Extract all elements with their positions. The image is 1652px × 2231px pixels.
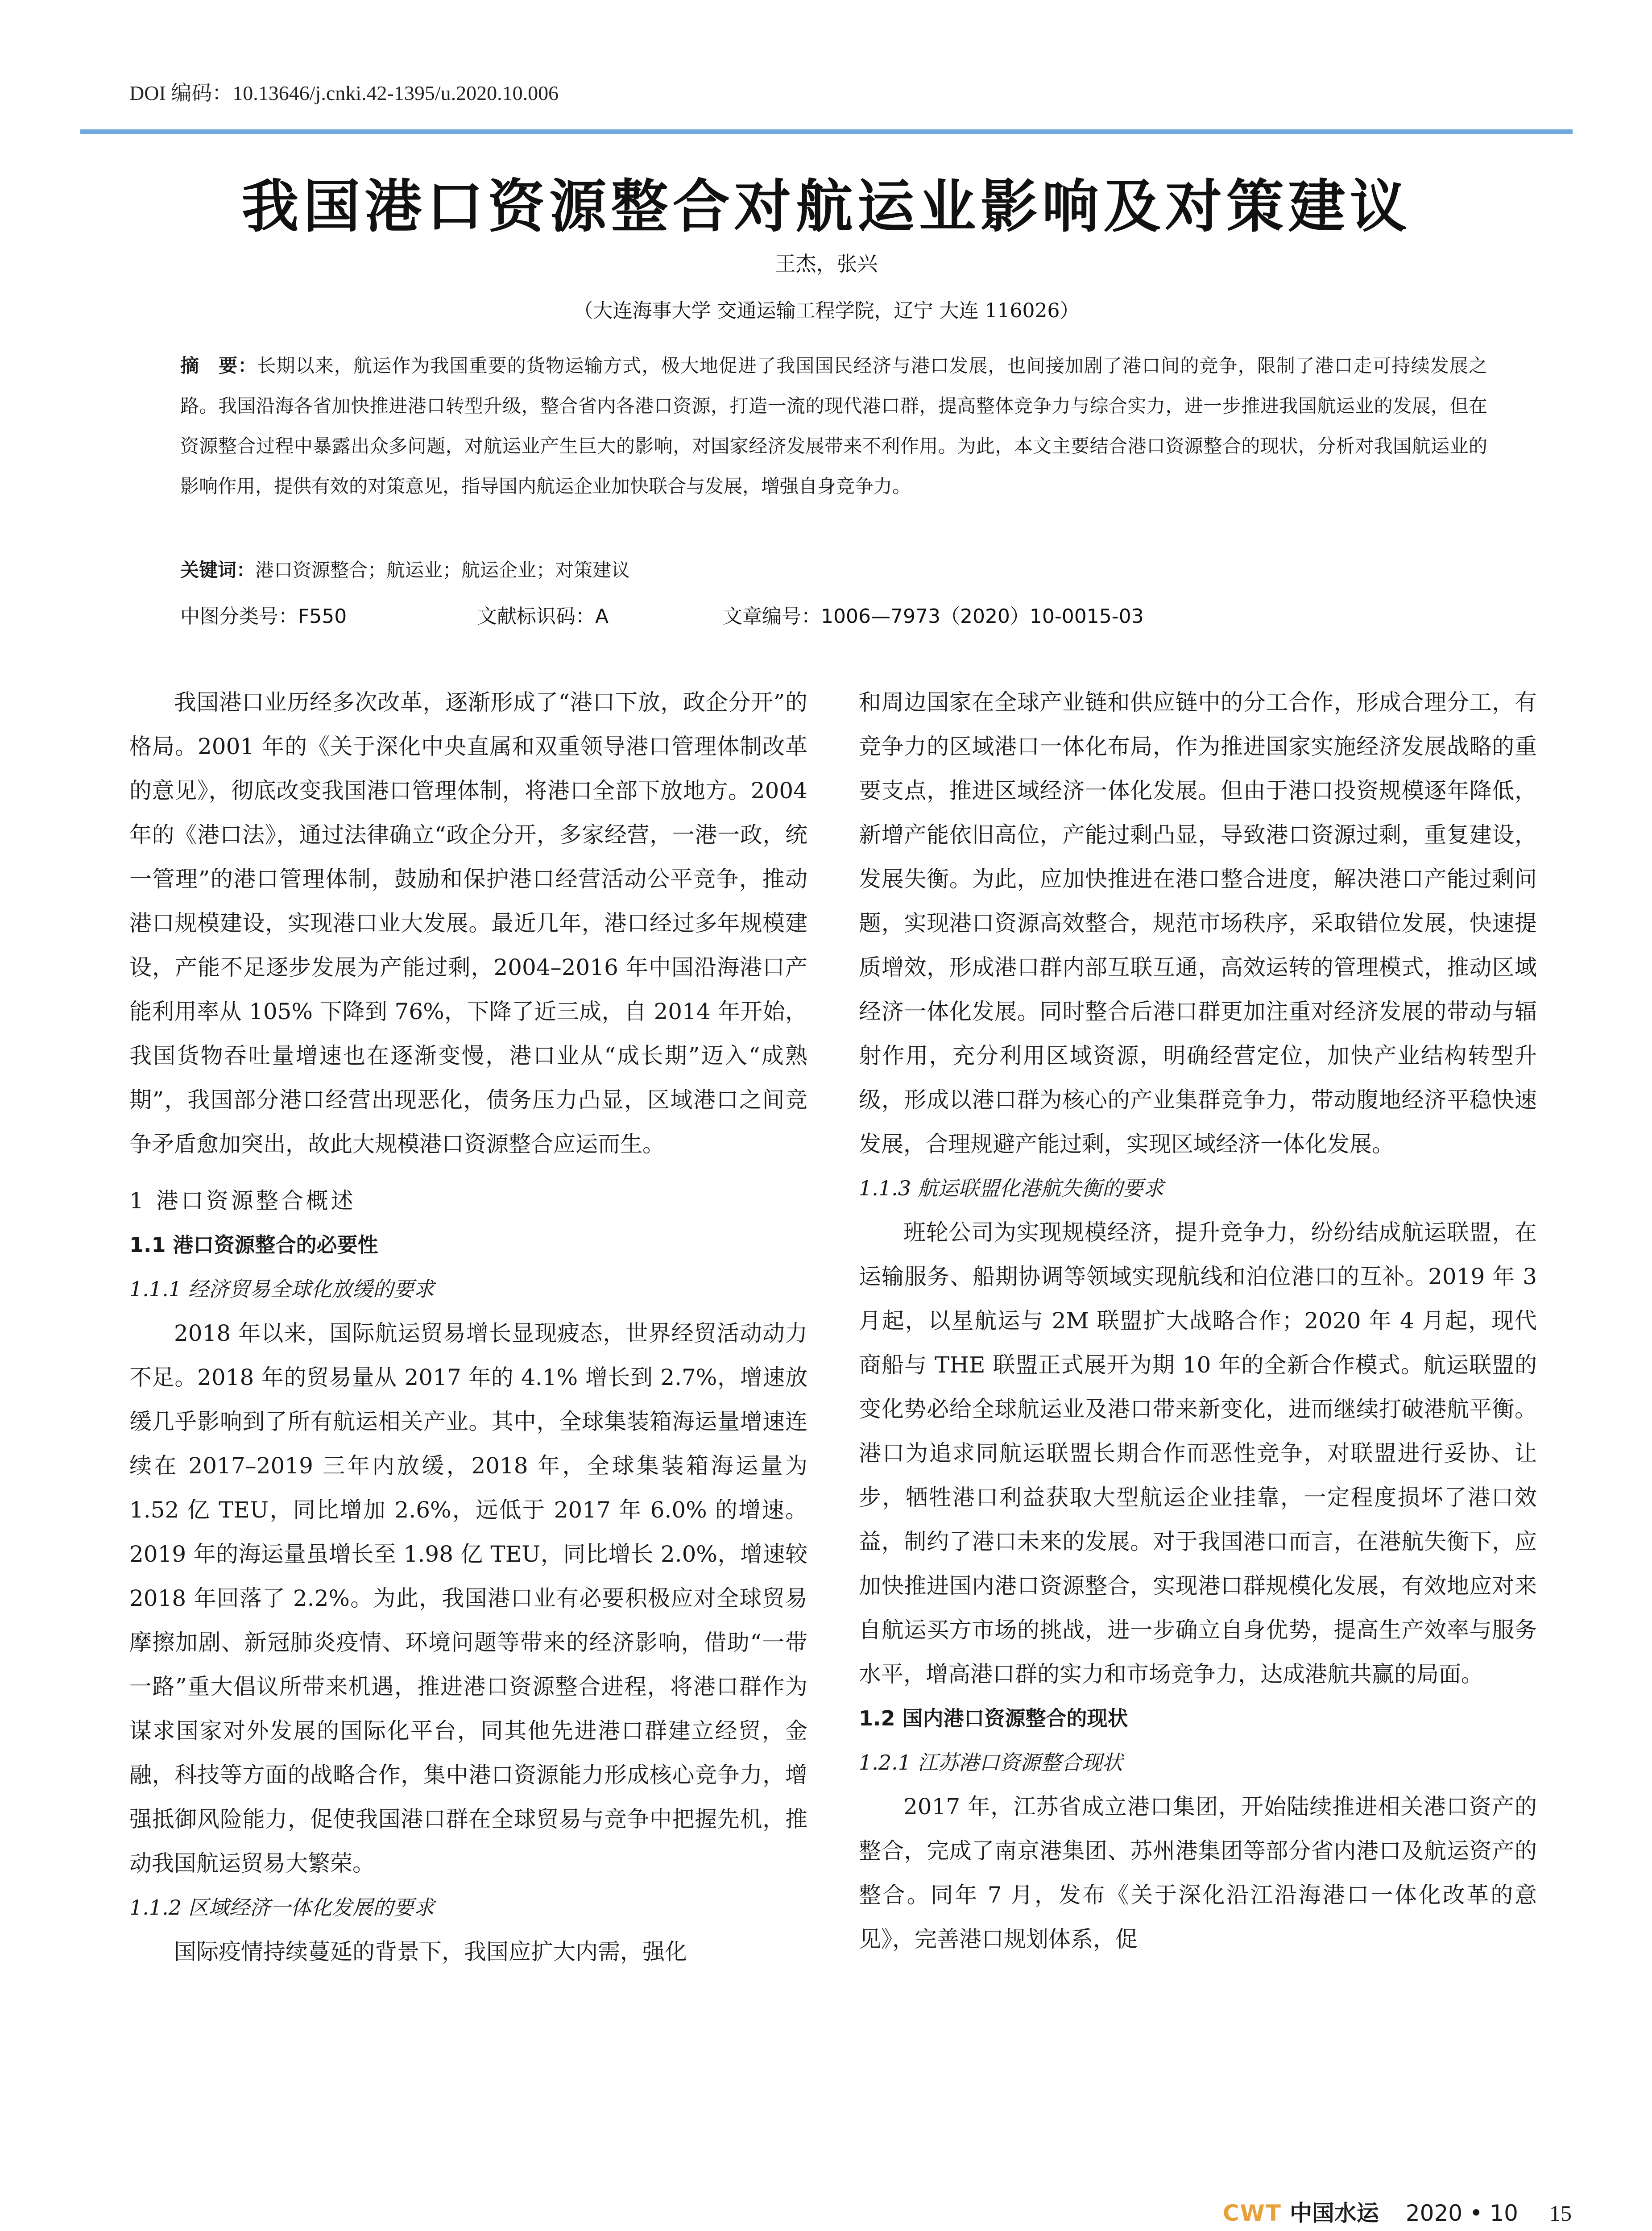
section-heading-1-1-2: 1.1.2 区域经济一体化发展的要求 xyxy=(129,1895,435,1920)
doi-line: DOI 编码：10.13646/j.cnki.42-1395/u.2020.10.006 xyxy=(129,82,559,104)
intro-paragraph: 我国港口业历经多次改革，逐渐形成了“港口下放，政企分开”的格局。2001 年的《关于深化中央直属和双重领导港口管理体制改革的意见》，彻底改变我国港口管理体制，将港口全部下放地方。2004 年的《港口法》，通过法律确立“政企分开，多家经营，一港一政，统一管理”的港口管理体制，鼓励和保护港口经营活动公平竞争，推动港口规模建设，实现港口业大发展。最近几年，港口经过多年规模建设，产能不足逐步发展为产能过剩，2004–2016 年中国沿海港口产能利用率从 105% 下降到 76%，下降了近三成，自 2014 年开始，我国货物吞吐量增速也在逐渐变慢，港口业从“成长期”迈入“成熟期”，我国部分港口经营出现恶化，债务压力凸显，区域港口之间竞争矛盾愈加突出，故此大规模港口资源整合应运而生。 xyxy=(129,689,807,1157)
keywords-label: 关键词： xyxy=(180,559,256,581)
issue-date: 2020 • 10 xyxy=(1405,2200,1518,2226)
affiliation: （大连海事大学 交通运输工程学院，辽宁 大连 116026） xyxy=(573,299,1080,322)
page-number: 15 xyxy=(1549,2201,1572,2226)
magazine-name: 中国水运 xyxy=(1289,2200,1379,2226)
paragraph-1-1-2: 国际疫情持续蔓延的背景下，我国应扩大内需，强化 xyxy=(174,1939,687,1965)
keywords-text: 港口资源整合；航运业；航运企业；对策建议 xyxy=(255,559,630,581)
article-number: 文章编号：1006—7973（2020）10-0015-03 xyxy=(723,605,1144,628)
section-heading-1: 1 港口资源整合概述 xyxy=(129,1188,356,1214)
abstract-label: 摘 要： xyxy=(180,355,257,377)
section-heading-1-1-1: 1.1.1 经济贸易全球化放缓的要求 xyxy=(129,1277,435,1301)
left-column xyxy=(129,680,807,1974)
authors: 王杰，张兴 xyxy=(775,252,878,276)
keywords xyxy=(180,556,1487,582)
abstract xyxy=(180,346,1487,506)
section-heading-1-1: 1.1 港口资源整合的必要性 xyxy=(129,1233,378,1257)
clc-number: 中图分类号：F550 xyxy=(180,605,347,628)
section-heading-1-2-1: 1.2.1 江苏港口资源整合现状 xyxy=(859,1750,1123,1775)
article-title: 我国港口资源整合对航运业影响及对策建议 xyxy=(241,173,1412,240)
abstract-text: 长期以来，航运作为我国重要的货物运输方式，极大地促进了我国国民经济与港口发展，也间接加剧了港口间的竞争，限制了港口走可持续发展之路。我国沿海各省加快推进港口转型升级，整合省内各港口资源，打造一流的现代港口群，提高整体竞争力与综合实力，进一步推进我国航运业的发展，但在资源整合过程中暴露出众多问题，对航运业产生巨大的影响，对国家经济发展带来不利作用。为此，本文主要结合港口资源整合的现状，分析对我国航运业的影响作用，提供有效的对策意见，指导国内航运企业加快联合与发展，增强自身竞争力。 xyxy=(180,355,1487,497)
continued-paragraph: 和周边国家在全球产业链和供应链中的分工合作，形成合理分工，有竞争力的区域港口一体化布局，作为推进国家实施经济发展战略的重要支点，推进区域经济一体化发展。但由于港口投资规模逐年降低，新增产能依旧高位，产能过剩凸显，导致港口资源过剩，重复建设，发展失衡。为此，应加快推进在港口整合进度，解决港口产能过剩问题，实现港口资源高效整合，规范市场秩序，采取错位发展，快速提质增效，形成港口群内部互联互通，高效运转的管理模式，推动区域经济一体化发展。同时整合后港口群更加注重对经济发展的带动与辐射作用，充分利用区域资源，明确经营定位，加快产业结构转型升级，形成以港口群为核心的产业集群竞争力，带动腹地经济平稳快速发展，合理规避产能过剩，实现区域经济一体化发展。 xyxy=(859,689,1537,1157)
section-heading-1-2: 1.2 国内港口资源整合的现状 xyxy=(859,1706,1128,1730)
paragraph-1-1-3: 班轮公司为实现规模经济，提升竞争力，纷纷结成航运联盟，在运输服务、船期协调等领域实现航线和泊位港口的互补。2019 年 3 月起，以星航运与 2M 联盟扩大战略合作；2020 年 4 月起，现代商船与 THE 联盟正式展开为期 10 年的全新合作模式。航运联盟的变化势必给全球航运业及港口带来新变化，进而继续打破港航平衡。港口为追求同航运联盟长期合作而恶性竞争，对联盟进行妥协、让步，牺牲港口利益获取大型航运企业挂靠，一定程度损坏了港口效益，制约了港口未来的发展。对于我国港口而言，在港航失衡下，应加快推进国内港口资源整合，实现港口群规模化发展，有效地应对来自航运买方市场的挑战，进一步确立自身优势，提高生产效率与服务水平，增高港口群的实力和市场竞争力，达成港航共赢的局面。 xyxy=(859,1219,1537,1687)
document-code: 文献标识码：A xyxy=(477,605,609,628)
paragraph-1-1-1: 2018 年以来，国际航运贸易增长显现疲态，世界经贸活动动力不足。2018 年的贸易量从 2017 年的 4.1% 增长到 2.7%，增速放缓几乎影响到了所有航运相关产业。其中，全球集装箱海运量增速连续在 2017–2019 三年内放缓，2018 年，全球集装箱海运量为 1.52 亿 TEU，同比增加 2.6%，远低于 2017 年 6.0% 的增速。2019 年的海运量虽增长至 1.98 亿 TEU，同比增长 2.0%，增速较 2018 年回落了 2.2%。为此，我国港口业有必要积极应对全球贸易摩擦加剧、新冠肺炎疫情、环境问题等带来的经济影响，借助“一带一路”重大倡议所带来机遇，推进港口资源整合进程，将港口群作为谋求国家对外发展的国际化平台，同其他先进港口群建立经贸，金融，科技等方面的战略合作，集中港口资源能力形成核心竞争力，增强抵御风险能力，促使我国港口群在全球贸易与竞争中把握先机，推动我国航运贸易大繁荣。 xyxy=(129,1320,807,1876)
section-heading-1-1-3: 1.1.3 航运联盟化港航失衡的要求 xyxy=(859,1176,1164,1200)
right-column xyxy=(859,680,1537,1961)
header-rule xyxy=(80,129,1573,134)
page-footer xyxy=(1223,2195,1572,2227)
brand-logo: CWT xyxy=(1222,2200,1282,2226)
paragraph-1-2-1: 2017 年，江苏省成立港口集团，开始陆续推进相关港口资产的整合，完成了南京港集团、苏州港集团等部分省内港口及航运资产的整合。同年 7 月，发布《关于深化沿江沿海港口一体化改革的意见》，完善港口规划体系，促 xyxy=(859,1794,1537,1952)
